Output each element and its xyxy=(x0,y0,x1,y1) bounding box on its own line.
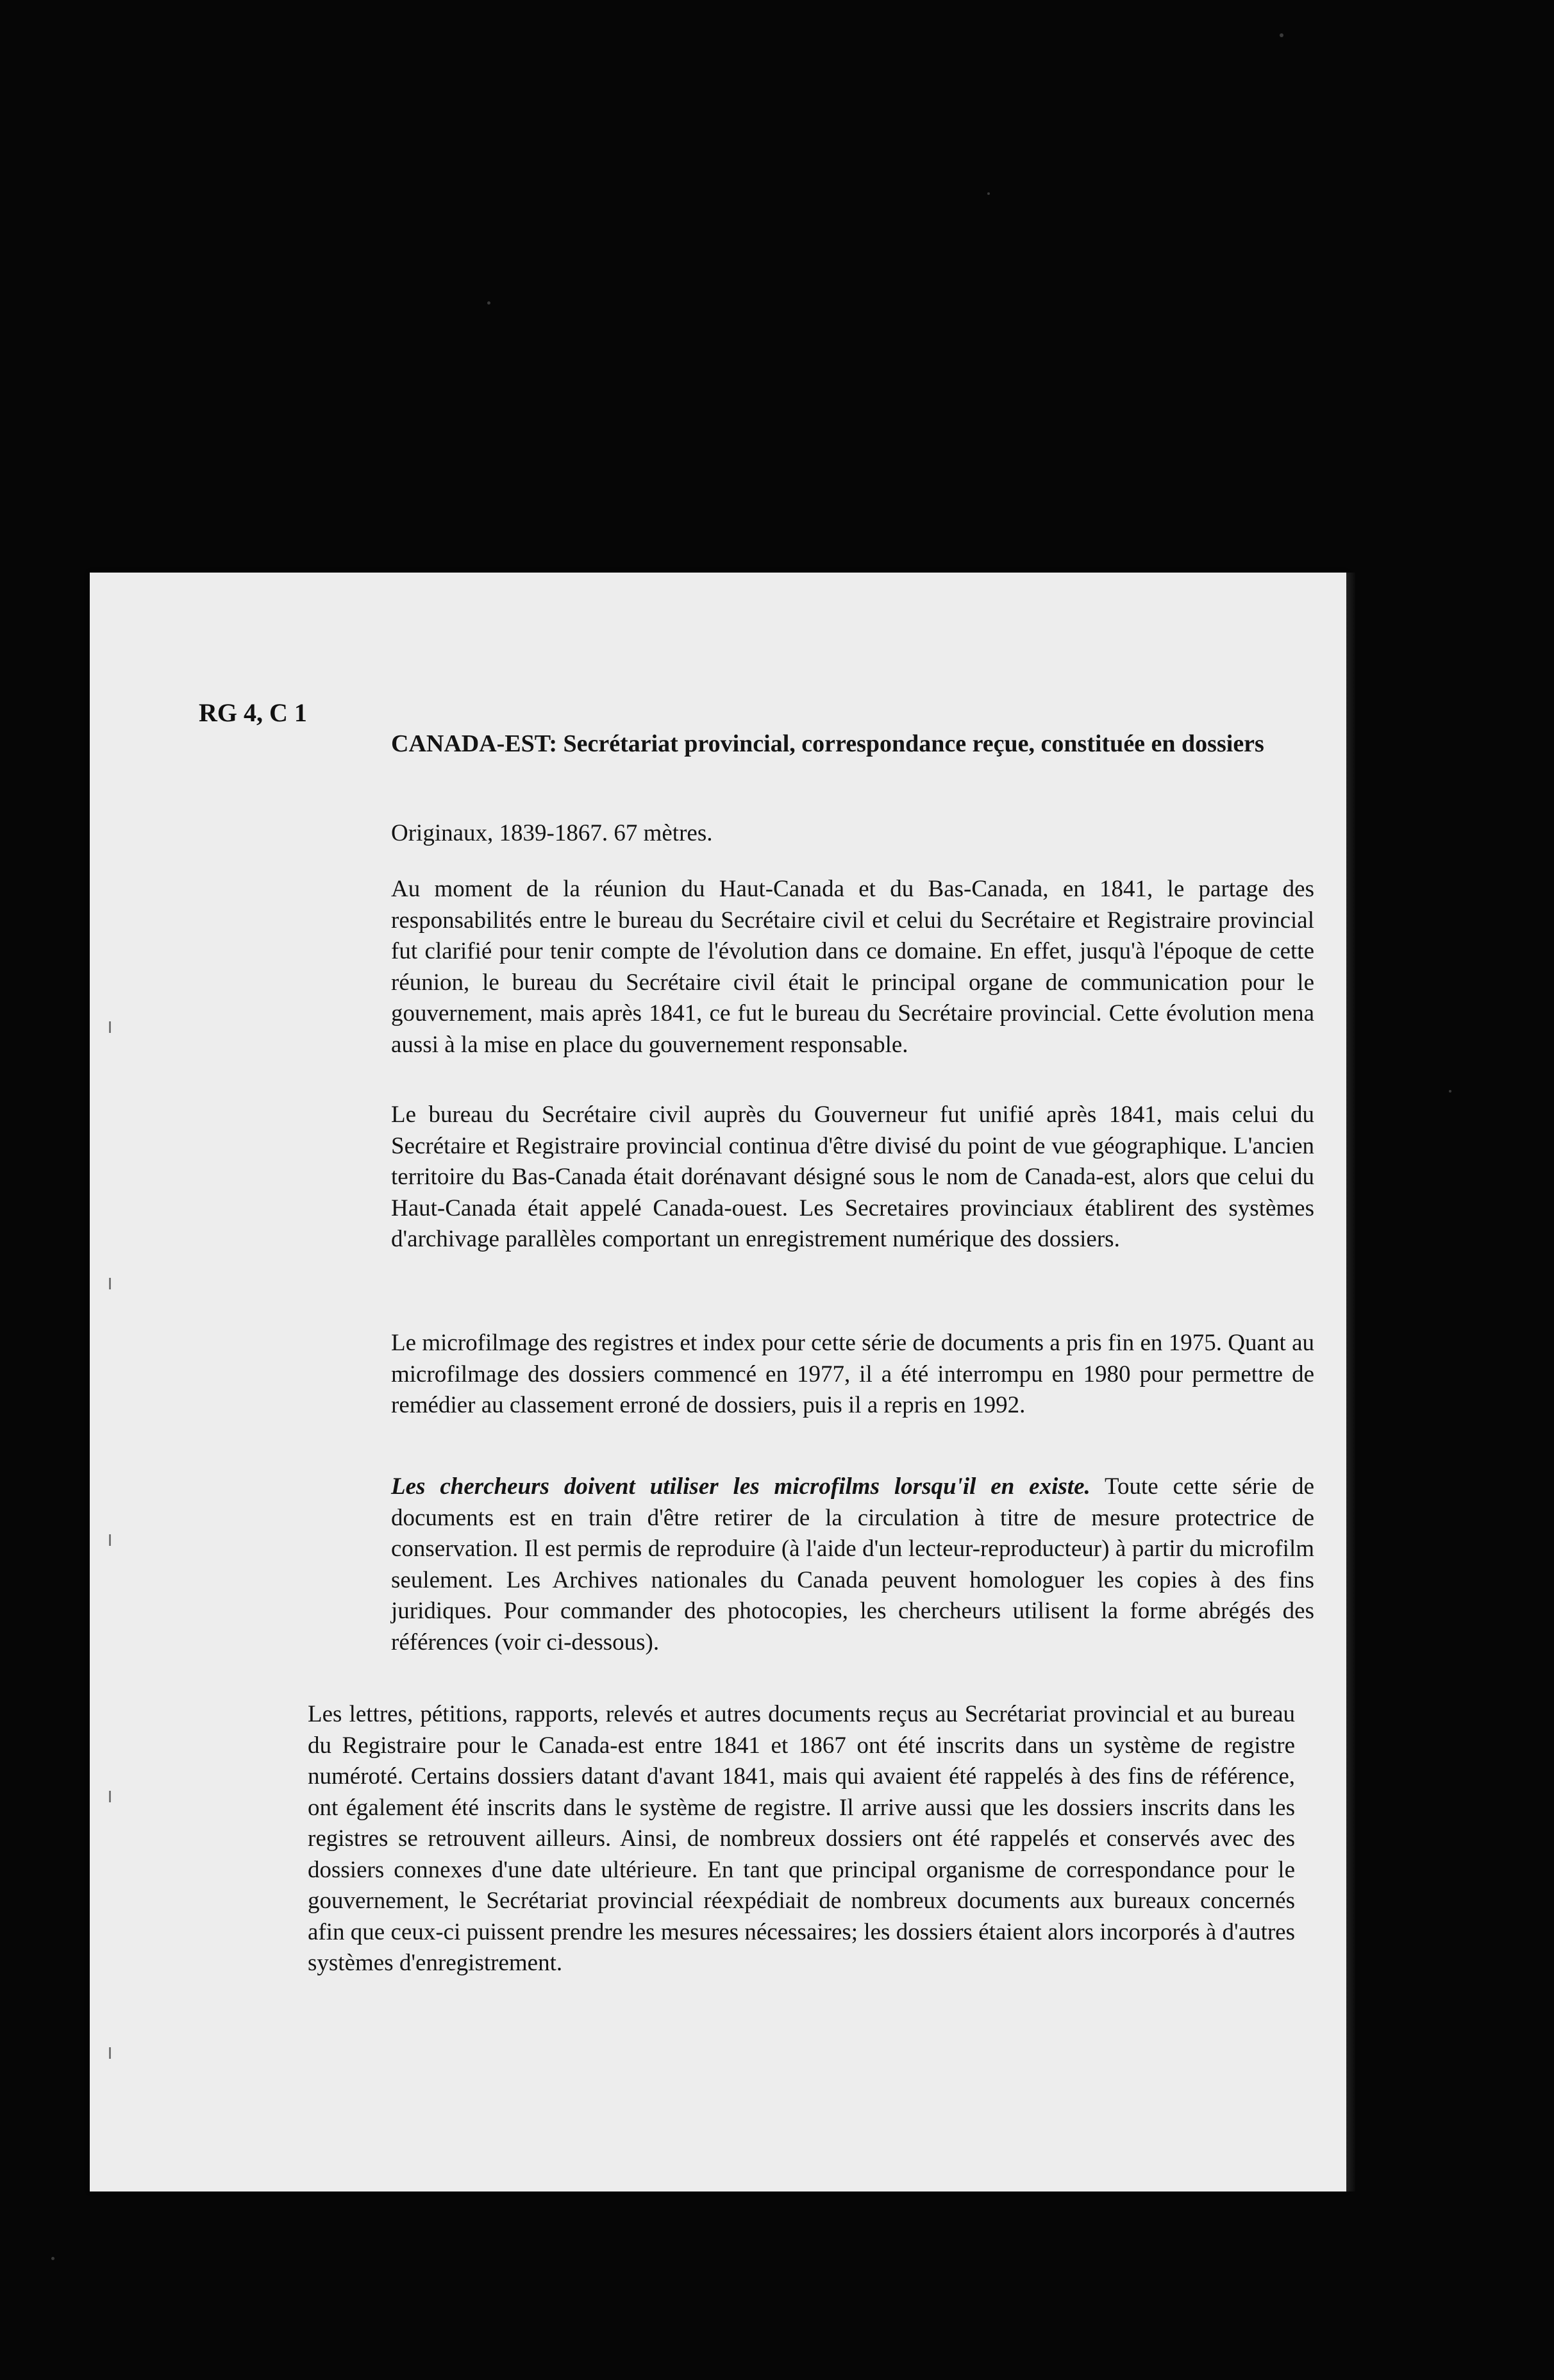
record-group-reference: RG 4, C 1 xyxy=(199,698,307,727)
margin-mark xyxy=(109,1534,111,1546)
margin-mark xyxy=(109,1278,111,1289)
film-speck xyxy=(987,192,990,195)
paragraph-union-history: Au moment de la réunion du Haut-Canada et du Bas-Canada, en 1841, le partage des responsabilités entre le bureau du Secrétaire civil et celui du Secrétaire et Registraire provincial fut clarifié pour tenir compte de l'évolution dans ce domaine. En effet, jusqu'à l'époque de cette réunion, le bureau du Secrétaire civil était le principal organe de communication pour le gouvernement, mais après 1841, ce fut le bureau du Secrétaire provincial. Cette évolution mena aussi à la mise en place du gouvernement responsable. xyxy=(391,876,1314,1058)
researchers-lead: Les chercheurs doivent utiliser les microfilms lorsqu'il en existe. xyxy=(391,1473,1090,1500)
page-edge xyxy=(1346,573,1355,2191)
researchers-rest: Toute cette série de documents est en train d'être retirer de la circulation à titre de mesure protectrice de conservation. Il est permis de reproduire (à l'aide d'un lecteur-reproducteur) à partir du microfilm seulement. Les Archives nationales du Canada peuvent homologuer les copies à des fins juridiques. Pour commander des photocopies, les chercheurs utilisent la forme abrégés des références (voir ci-dessous). xyxy=(391,1473,1314,1655)
margin-mark xyxy=(109,2047,111,2059)
paragraph-microfilming: Le microfilmage des registres et index pour cette série de documents a pris fin en 1975. Quant au microfilmage des dossiers commencé en 1977, il a été interrompu en 1980 pour permettre de remédier au classement erroné de dossiers, puis il a repris en 1992. xyxy=(391,1330,1314,1418)
paragraph-civil-secretary: Le bureau du Secrétaire civil auprès du Gouverneur fut unifié après 1841, mais celui du Secrétaire et Registraire provincial continua d'être divisé du point de vue géographique. L'ancien territoire du Bas-Canada était dorénavant désigné sous le nom de Canada-est, alors que celui du Haut-Canada était appelé Canada-ouest. Les Secretaires provinciaux établirent des systèmes d'archivage parallèles comportant un enregistrement numérique des dossiers. xyxy=(391,1102,1314,1252)
film-speck xyxy=(1449,1090,1451,1093)
document-page xyxy=(90,573,1346,2191)
paragraph-researchers xyxy=(391,1471,1314,1658)
film-speck xyxy=(1280,33,1283,37)
margin-mark xyxy=(109,1021,111,1033)
document-title: CANADA-EST: Secrétariat provincial, correspondance reçue, constituée en dossiers xyxy=(391,730,1264,757)
film-speck xyxy=(51,2257,54,2260)
film-speck xyxy=(487,301,490,305)
margin-mark xyxy=(109,1791,111,1802)
document-extent: Originaux, 1839-1867. 67 mètres. xyxy=(391,820,713,846)
paragraph-registry-system: Les lettres, pétitions, rapports, relevés et autres documents reçus au Secrétariat provincial et au bureau du Registraire pour le Canada-est entre 1841 et 1867 ont été inscrits dans un système de registre numéroté. Certains dossiers datant d'avant 1841, mais qui avaient été rappelés à des fins de référence, ont également été inscrits dans le système de registre. Il arrive aussi que les dossiers inscrits dans les registres se retrouvent ailleurs. Ainsi, de nombreux dossiers ont été rappelés et conservés avec des dossiers connexes d'une date ultérieure. En tant que principal organisme de correspondance pour le gouvernement, le Secrétariat provincial réexpédiait de nombreux documents aux bureaux concernés afin que ceux-ci puissent prendre les mesures nécessaires; les dossiers étaient alors incorporés à d'autres systèmes d'enregistrement. xyxy=(308,1701,1295,1976)
